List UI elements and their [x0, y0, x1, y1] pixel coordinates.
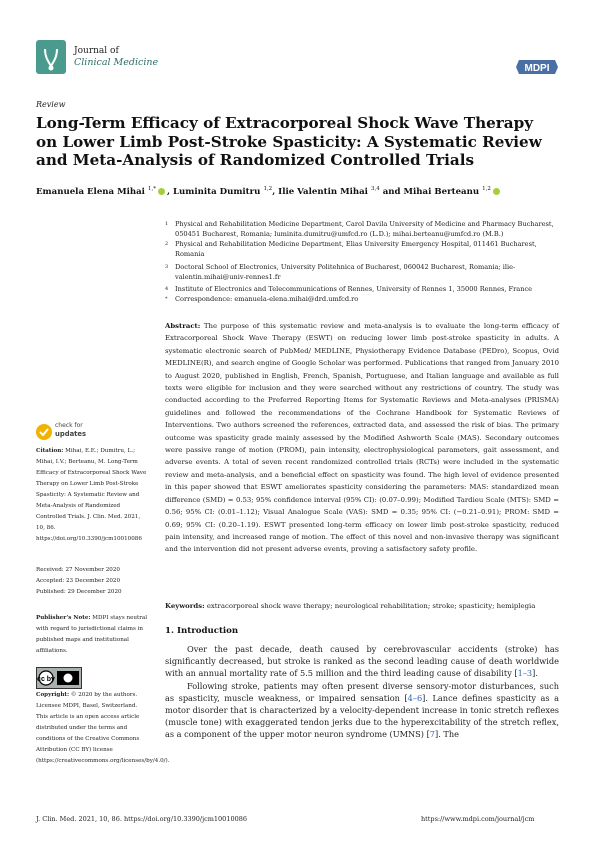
cc-by-license-icon[interactable] [36, 667, 82, 689]
paragraph-1 [165, 643, 559, 680]
affiliation-text: Physical and Rehabilitation Medicine Department, Carol Davila University of Medicine and Pharmacy Bucharest, 050451 Bucharest, Romania; luminita.dumitru@umfcd.ro (L.D.); mihai.berteanu@umfcd.ro (M.B.) [175, 220, 554, 238]
copyright-text: © 2020 by the authors. Licensee MDPI, Basel, Switzerland. This article is an open access article distributed under the terms and conditions of the Creative Commons Attribution (CC BY) license (https://creativecommons.org/licenses/by/4.0/). [36, 692, 170, 764]
article-type: Review [36, 100, 66, 109]
mdpi-logo[interactable] [516, 58, 558, 76]
author-4[interactable]: Mihai Berteanu [403, 186, 480, 197]
affiliation-2 [165, 240, 565, 260]
svg-text:cc by: cc by [37, 676, 55, 683]
accepted-date: Accepted: 23 December 2020 [36, 578, 121, 584]
article-title: Long-Term Efficacy of Extracorporeal Shock Wave Therapy on Lower Limb Post-Stroke Spasticity: A Systematic Review and Meta-Analysis of Randomized Controlled Trials [36, 114, 542, 169]
affiliation-number: * [165, 296, 168, 302]
author-2[interactable]: Luminita Dumitru [172, 186, 261, 197]
journal-name[interactable] [74, 46, 158, 68]
introduction-body [165, 643, 559, 741]
affiliation-1 [165, 220, 565, 240]
check-for-updates-icon[interactable] [36, 424, 52, 440]
abstract [165, 320, 559, 556]
publisher-note [36, 613, 148, 663]
affiliation-4 [165, 285, 565, 295]
affiliation-number: 2 [165, 241, 169, 247]
published-date: Published: 29 December 2020 [36, 589, 122, 595]
author-1-sup: 1,* [147, 186, 156, 192]
publisher-note-label: Publisher’s Note: [36, 615, 91, 621]
author-list: Emanuela Elena Mihai $^{1,*}$ , Luminita Dumitru $^{1,2}$, Ilie Valentin Mihai $^{3,4}$ and Mihai Berteanu $^{1,2}$ [36, 186, 502, 197]
check-for-updates[interactable] [55, 422, 86, 439]
citation-text[interactable]: Mihai, E.E.; Dumitru, L.; Mihai, I.V.; Berteanu, M. Long-Term Efficacy of Extracorporeal Shock Wave Therapy on Lower Limb Post-Stroke Spasticity: A Systematic Review and Meta-Analysis of Randomized Controlled Trials. J. Clin. Med. 2021, 10, 86. https://doi.org/10.3390/jcm10010086 [36, 448, 147, 542]
author-3-sup: 3,4 [370, 186, 380, 192]
orcid-icon[interactable] [493, 188, 500, 195]
p2-text-a: Following stroke, patients may often present diverse sensory-motor disturbances, such as spasticity, muscle weakness, or impaired sensation [ [165, 680, 559, 703]
dates-block [36, 565, 148, 598]
publisher-note-text: MDPI stays neutral with regard to jurisdictional claims in published maps and institutional affiliations. [36, 615, 148, 654]
paragraph-2 [165, 680, 559, 741]
citation-label: Citation: [36, 448, 64, 454]
p2-text-c: ]. The [435, 729, 459, 740]
keywords-text: extracorporeal shock wave therapy; neurological rehabilitation; stroke; spasticity; hemiplegia [206, 602, 536, 610]
copyright-block [36, 690, 170, 780]
journal-title: Clinical Medicine [74, 57, 159, 68]
affiliation-text: Doctoral School of Electronics, University Politehnica of Bucharest, 060042 Bucharest, Romania; ilie-valentin.mihai@univ-rennes1.fr [175, 263, 516, 281]
affiliation-text: Physical and Rehabilitation Medicine Department, Elias University Emergency Hospital, 011461 Bucharest, Romania [175, 240, 537, 258]
author-3[interactable]: Ilie Valentin Mihai [278, 186, 368, 197]
affiliation-number: 1 [165, 221, 169, 227]
p2-text-b: ]. Lance defines spasticity as a motor disorder that is characterized by a velocity-dependent increase in tonic stretch reflexes (muscle tone) with exaggerated tendon jerks due to the hyperexcitability of the stretch reflex, as a component of the upper motor neuron syndrome (UMNS) [ [165, 692, 560, 740]
abstract-label: Abstract: [165, 322, 201, 330]
reference-link[interactable]: 4–6 [407, 692, 423, 703]
journal-logo-icon [36, 40, 66, 74]
author-1[interactable]: Emanuela Elena Mihai [36, 186, 145, 197]
orcid-icon[interactable] [158, 188, 165, 195]
check-line-1: check for [55, 422, 83, 429]
check-line-2: updates [55, 430, 87, 438]
reference-link[interactable]: 7 [429, 729, 435, 740]
section-heading: 1. Introduction [165, 626, 239, 636]
footer-citation[interactable]: J. Clin. Med. 2021, 10, 86. https://doi.org/10.3390/jcm10010086 [36, 815, 247, 823]
citation-block [36, 446, 148, 556]
footer-journal-url[interactable]: https://www.mdpi.com/journal/jcm [421, 815, 535, 823]
abstract-text: The purpose of this systematic review and meta-analysis is to evaluate the long-term efficacy of Extracorporeal Shock Wave Therapy (ESWT) on reducing lower limb post-stroke spasticity in adults. A systematic electronic search of PubMed/ MEDLINE, Physiotherapy Evidence Database (PEDro), Scopus, Ovid MEDLINE(R), and search engine of Google Scholar was performed. Publications that ranged from January 2010 to August 2020, published in English, French, Spanish, Portuguese, and Italian language and available as full texts were eligible for inclusion and they were searched without any restrictions of country. The study was conducted according to the Preferred Reporting Items for Systematic Reviews and Meta-analyses (PRISMA) guidelines and followed the recommendations of the Cochrane Handbook for Systematic Reviews of Interventions. Two authors screened the references, extracted data, and assessed the risk of bias. The primary outcome was spasticity grade mainly assessed by the Modified Ashworth Scale (MAS). Secondary outcomes were passive range of motion (PROM), pain intensity, electrophysiological parameters, gait assessment, and adverse events. A total of seven recent randomized controlled trials (RCTs) were included in the systematic review and meta-analysis, and a beneficial effect on spasticity was found. The high level of evidence presented in this paper showed that ESWT ameliorates spasticity considering the parameters: MAS: standardized mean difference (SMD) = 0.53; 95% confidence interval (95% CI): (0.07–0.99); Modified Tardieu Scale (MTS): SMD = 0.56; 95% CI: (0.01–1.12); Visual Analogue Scale (VAS): SMD = 0.35; 95% CI: (−0.21–0.91); PROM: SMD = 0.69; 95% CI: (0.20–1.19). ESWT presented long-term efficacy on lower limb post-stroke spasticity, reduced pain intensity, and increased range of motion. The effect of this novel and non-invasive therapy was significant and the intervention did not present adverse events, proving a satisfactory safety profile. [165, 322, 559, 554]
keywords-label: Keywords: [165, 602, 205, 610]
copyright-label: Copyright: [36, 692, 70, 698]
keywords [165, 601, 559, 611]
reference-link[interactable]: 1–3 [517, 668, 533, 679]
correspondence-text[interactable]: Correspondence: emanuela-elena.mihai@drd.umfcd.ro [175, 295, 359, 303]
affiliation-3 [165, 263, 565, 283]
affiliation-number: 4 [165, 286, 169, 292]
affiliation-number: 3 [165, 264, 169, 270]
received-date: Received: 27 November 2020 [36, 567, 120, 573]
author-2-sup: 1,2 [263, 186, 273, 192]
affiliation-text: Institute of Electronics and Telecommunications of Rennes, University of Rennes 1, 35000 Rennes, France [175, 285, 533, 293]
correspondence [165, 295, 565, 305]
svg-text:MDPI: MDPI [524, 63, 550, 74]
journal-prefix: Journal of [74, 46, 119, 56]
p1-text-b: ]. [532, 668, 538, 679]
p1-text-a: Over the past decade, death caused by cerebrovascular accidents (stroke) has significantly decreased, but stroke is ranked as the second leading cause of death worldwide with an annual mortality rate of 5.5 million and the third leading cause of disability [ [165, 644, 559, 679]
author-4-sup: 1,2 [482, 186, 491, 192]
